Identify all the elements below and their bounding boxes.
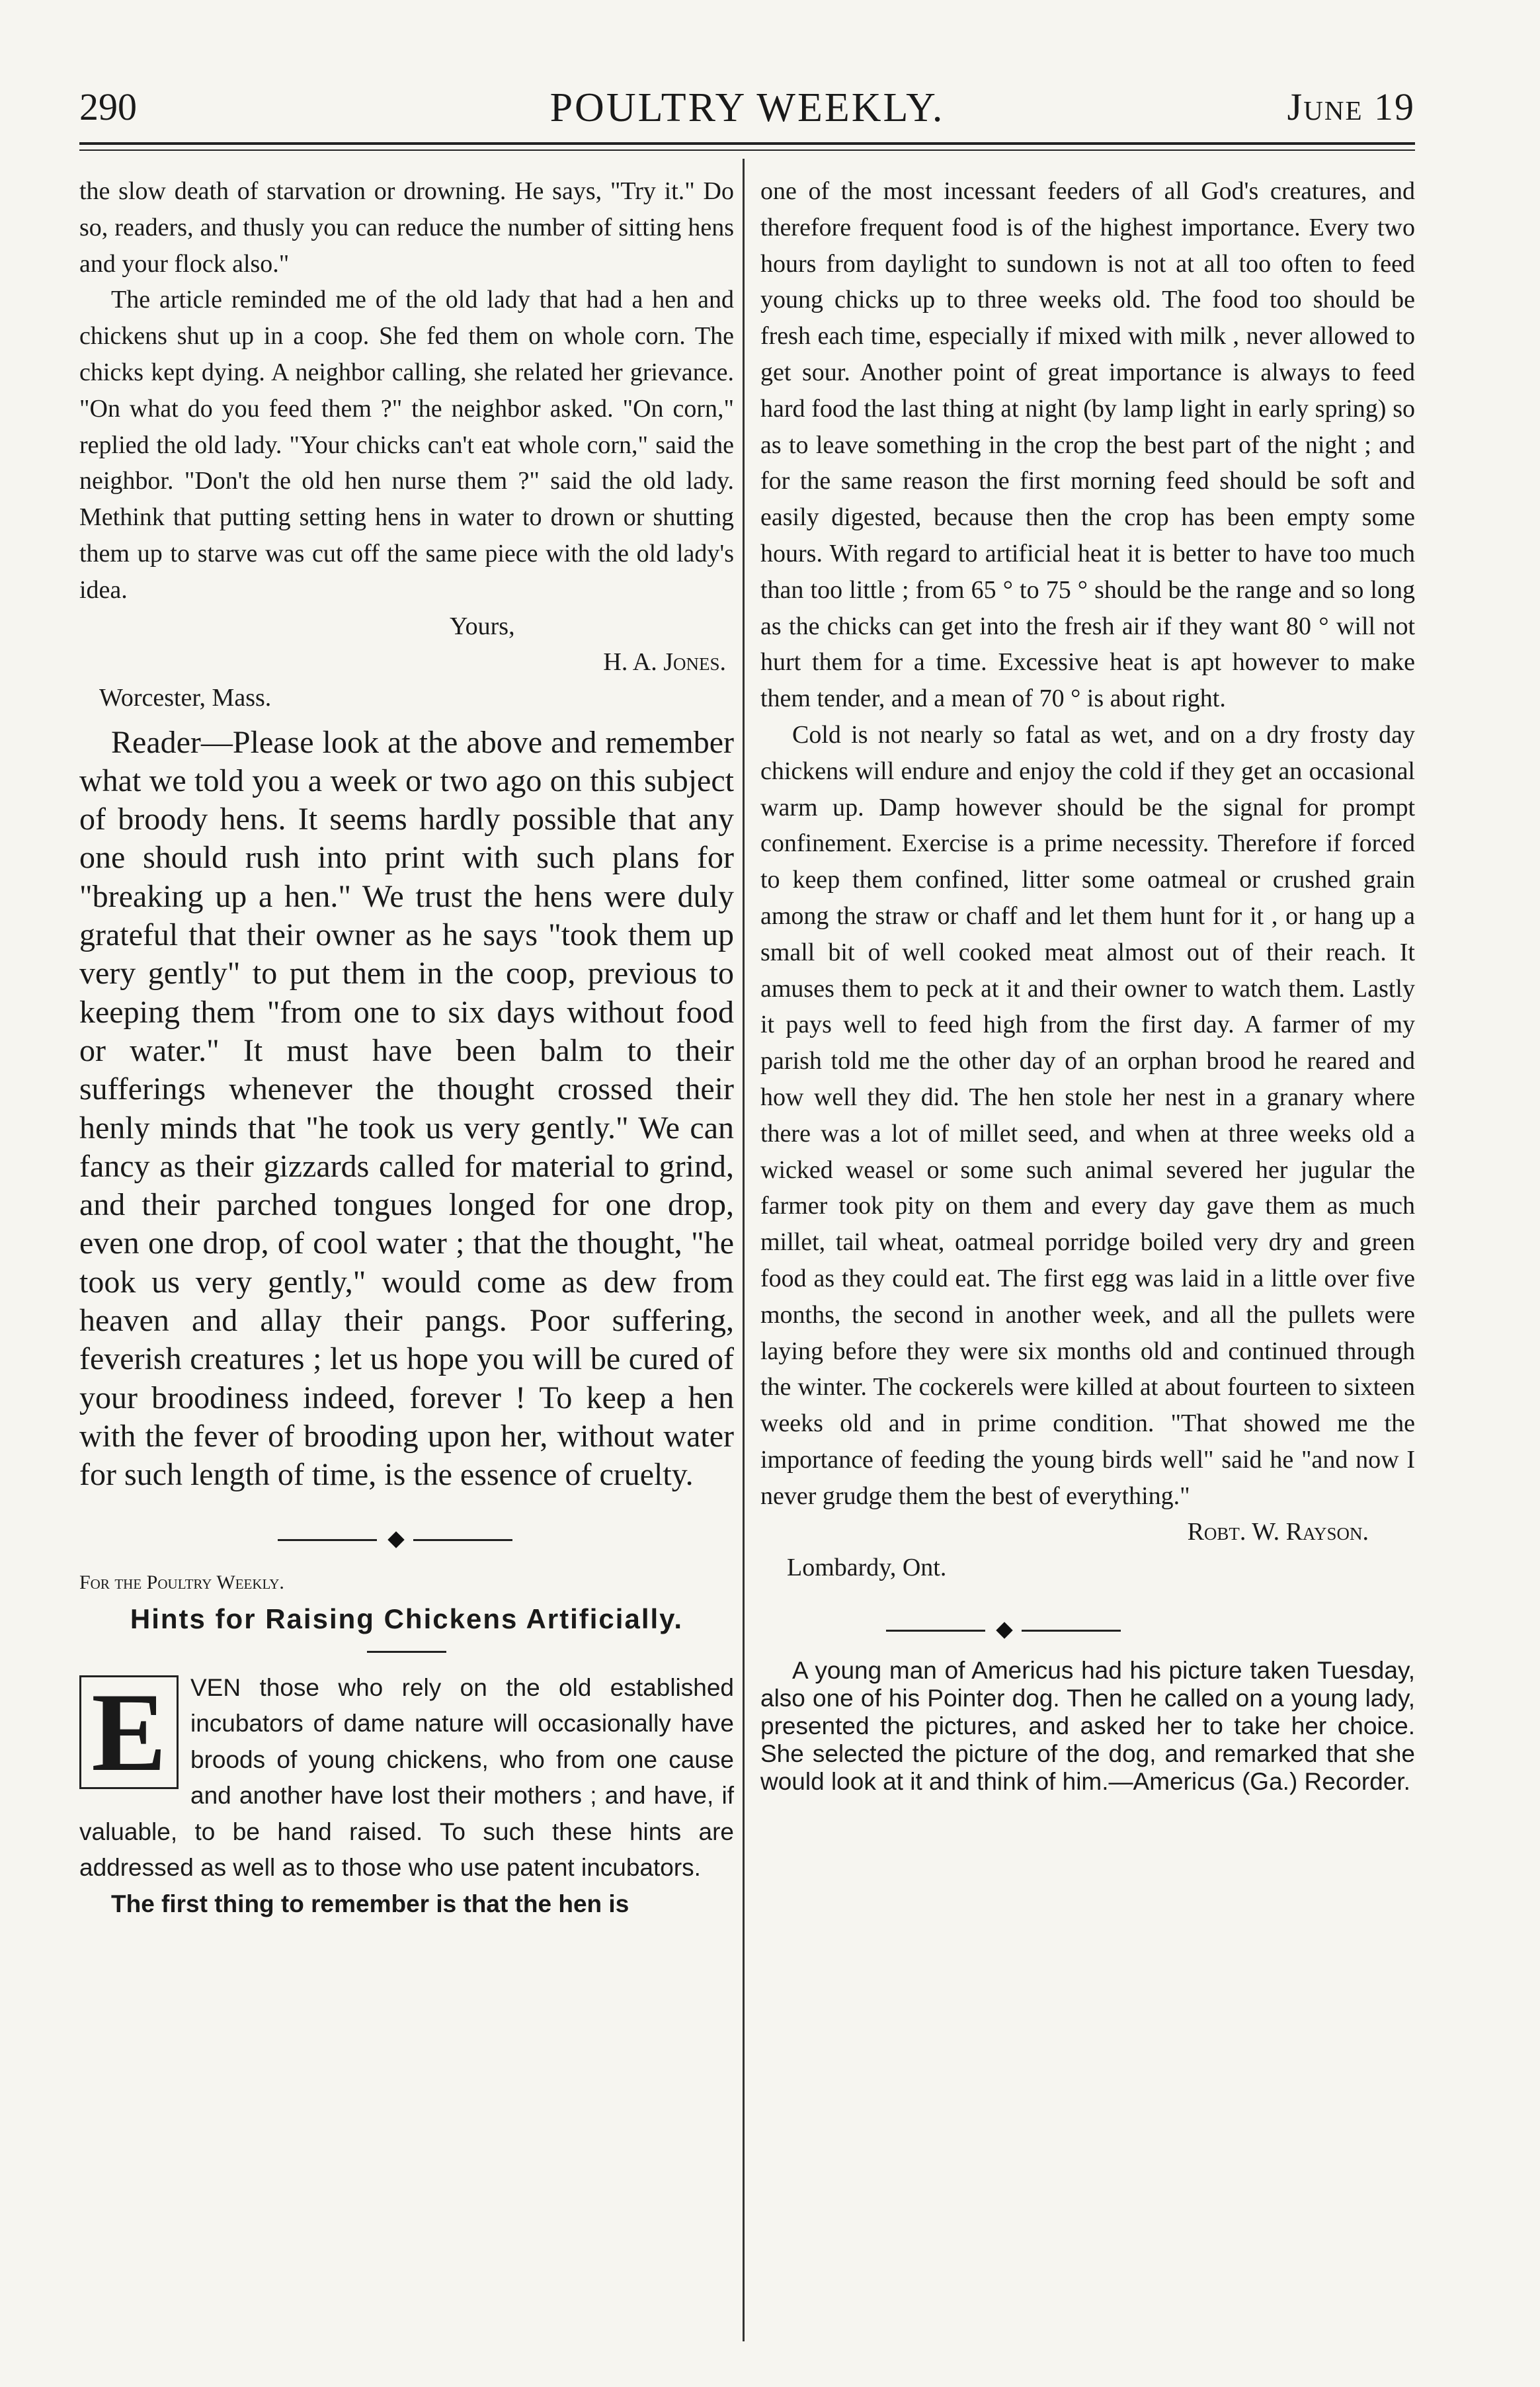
article-lead: VEN those who rely on the old established incubators of dame nature will occasionally have broods of young chickens, who from one cause and another have lost their mothers ; and have, if valuable, to be hand raised. To such these hints are addressed as well as to those who use patent incubators. — [79, 1673, 734, 1881]
letter-paragraph-1: the slow death of starvation or drowning. He says, "Try it." Do so, readers, and thusly you can reduce the number of sitting hens and your flock also." — [79, 177, 734, 278]
page-header — [79, 85, 1415, 131]
header-rule-thin — [79, 149, 1415, 151]
article-author: Robt. W. Rayson. — [1187, 1518, 1369, 1546]
author-name: H. A. Jones. — [603, 648, 726, 676]
drop-cap: E — [79, 1675, 179, 1789]
article-paragraph-1: one of the most incessant feeders of all God's creatures, and therefore frequent food is of the highest importance. Every two hours from daylight to sundown is not at all too often to feed young chicks up to three weeks old. The food too should be fresh each time, especially if mixed with milk , never allowed to get sour. Another point of great importance is always to feed hard food the last thing at night (by lamp light in early spring) so as to leave something in the crop the best part of the night ; and for the same reason the first morning feed should be soft and easily digested, because then the crop has been empty some hours. With regard to artificial heat it is better to have too much than too little ; from 65 ° to 75 ° should be the range and so long as the chicks can get into the fresh air if they want 80 ° will not hurt them for a time. Excessive heat is apt however to make them tender, and a mean of 70 ° is about right. — [760, 177, 1415, 713]
section-ornament-2 — [760, 1617, 1415, 1644]
article-lead-2: The first thing to remember is that the hen is — [111, 1890, 629, 1917]
byline-for: For the Poultry Weekly. — [79, 1571, 284, 1593]
issue-date: June 19 — [1287, 85, 1415, 128]
news-item: A young man of Americus had his picture taken Tuesday, also one of his Pointer dog. Then he called on a young lady, presented the pictures, and asked her to take her choice. She selected the picture of the dog, and remarked that she would look at it and think of him.—Americus (Ga.) Recorder. — [760, 1657, 1415, 1796]
left-column — [79, 173, 734, 1922]
signoff-yours: Yours, — [450, 612, 515, 640]
editorial-note: Reader—Please look at the above and remember what we told you a week or two ago on this subject of broody hens. It seems hardly possible that any one should rush into print with such plans for "breaking up a hen." We trust the hens were duly grateful that their owner as he says "took them up very gently" to put them in the coop, previous to keeping them "from one to six days without food or water." It must have been balm to their sufferings whenever the thought crossed their henly minds that "he took us very gently." We can fancy as their gizzards called for material to grind, and their parched tongues longed for one drop, even one drop, of cool water ; that the thought, "he took us very gently," would come as dew from heaven and allay their pangs. Poor suffering, feverish creatures ; let us hope you will be cured of your broodiness indeed, forever ! To keep a hen with the fever of brooding upon her, without water for such length of time, is the essence of cruelty. — [79, 724, 734, 1493]
article-heading: Hints for Raising Chickens Artificially. — [130, 1603, 684, 1634]
publication-title: POULTRY WEEKLY. — [549, 85, 945, 130]
article-author-location: Lombardy, Ont. — [787, 1554, 947, 1582]
letter-paragraph-2: The article reminded me of the old lady that had a hen and chickens shut up in a coop. She fed them on whole corn. The chicks kept dying. A neighbor calling, she related her grievance. "On what do you feed them ?" the neighbor asked. "On corn," replied the old lady. "Your chicks can't eat whole corn," said the neighbor. "Don't the old hen nurse them ?" said the old lady. Methink that putting setting hens in water to drown or shutting them up to starve was cut off the same piece with the old lady's idea. — [79, 286, 734, 604]
column-divider — [743, 159, 745, 2341]
right-column — [760, 173, 1415, 1796]
section-ornament — [79, 1527, 734, 1553]
author-location: Worcester, Mass. — [99, 683, 272, 712]
page-number: 290 — [79, 85, 137, 128]
article-paragraph-2: Cold is not nearly so fatal as wet, and on a dry frosty day chickens will endure and enjoy the cold if they get an occasional warm up. Damp however should be the signal for prompt confinement. Exercise is a prime necessity. Therefore if forced to keep them confined, litter some oatmeal or crushed grain among the straw or chaff and let them hunt for it , or hang up a small bit of well cooked meat almost out of their reach. It amuses them to peck at it and their owner to watch them. Lastly it pays well to feed high from the first day. A farmer of my parish told me the other day of an orphan brood he reared and how well they did. The hen stole her nest in a granary where there was a lot of millet seed, and when at three weeks old a wicked weasel or some such animal severed her jugular the farmer took pity on them and every day gave them as much millet, tail wheat, oatmeal porridge boiled very dry and green food as they could eat. The first egg was laid in a little over five months, the second in another week, and all the pullets were laying before they were six months old and continued through the winter. The cockerels were killed at about fourteen to sixteen weeks old and in prime condition. "That showed me the importance of feeding the young birds well" said he "and now I never grudge them the best of everything." — [760, 720, 1415, 1510]
heading-rule — [367, 1651, 446, 1653]
header-rule — [79, 142, 1415, 145]
